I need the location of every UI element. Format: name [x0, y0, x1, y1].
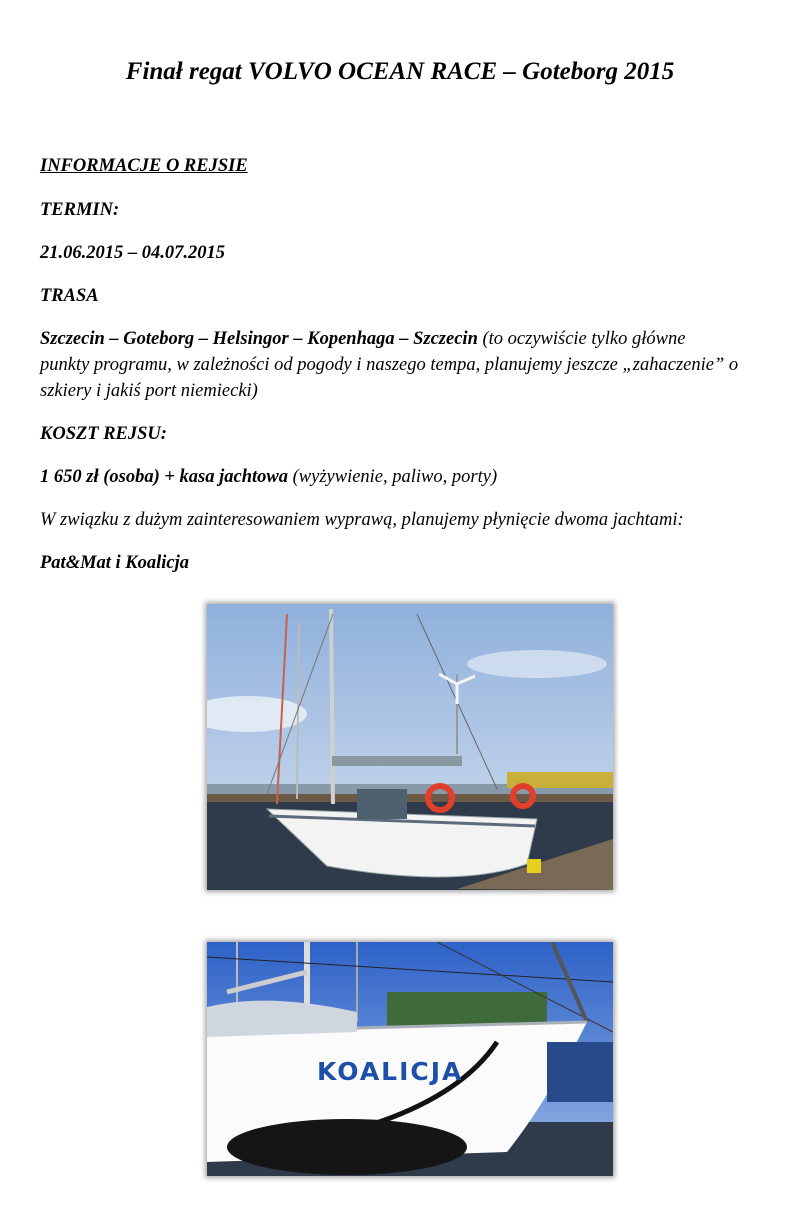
route-note-line2: punkty programu, w zależności od pogody i naszego tempa, planujemy jeszcze „zahaczenie” o — [40, 355, 739, 375]
yacht-photo-koalicja — [207, 942, 613, 1176]
cost-note: (wyżywienie, paliwo, porty) — [292, 467, 498, 487]
document-title: Finał regat VOLVO OCEAN RACE – Goteborg 2015 — [125, 58, 675, 85]
route-note-line1: (to oczywiście tylko główne — [482, 329, 686, 349]
route-label: TRASA — [40, 286, 99, 306]
cost-value: 1 650 zł (osoba) + kasa jachtowa — [40, 467, 288, 487]
term-value: 21.06.2015 – 04.07.2015 — [40, 243, 225, 263]
hull-lettering: KOALICJA — [317, 1057, 464, 1086]
cost-label: KOSZT REJSU: — [40, 424, 167, 444]
yachts-names: Pat&Mat i Koalicja — [40, 553, 190, 573]
interest-note: W związku z dużym zainteresowaniem wyprawą, planujemy płynięcie dwoma jachtami: — [40, 510, 684, 530]
route-paragraph — [40, 326, 800, 404]
route-main: Szczecin – Goteborg – Helsingor – Kopenhaga – Szczecin — [40, 329, 478, 349]
yacht-photo-patmat — [207, 604, 613, 890]
cost-line — [40, 467, 497, 488]
route-note-line3: szkiery i jakiś port niemiecki) — [40, 381, 258, 401]
section-heading: INFORMACJE O REJSIE — [40, 156, 248, 176]
term-label: TERMIN: — [40, 200, 120, 220]
